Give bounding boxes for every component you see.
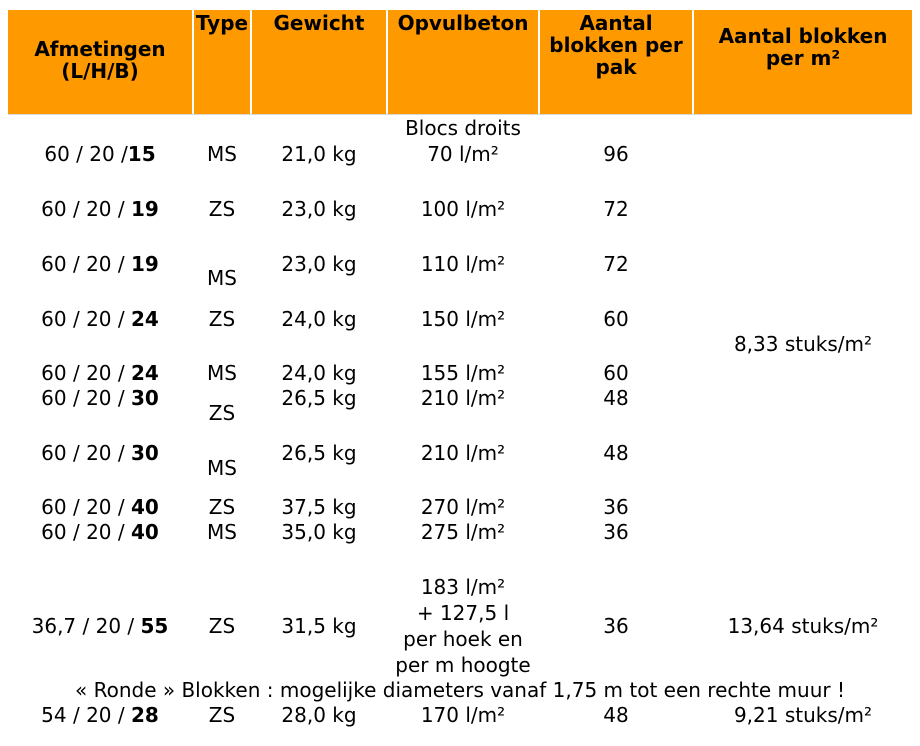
blocks-per-pack-cell: 48 bbox=[603, 386, 629, 410]
type-cell: ZS bbox=[208, 307, 236, 331]
dimension-prefix: 60 / 20 / bbox=[41, 252, 131, 276]
dimension-width: 24 bbox=[130, 307, 159, 331]
type-cell: ZS bbox=[208, 614, 236, 638]
dimension-width: 19 bbox=[130, 197, 159, 221]
concrete-fill-cell: 210 l/m² bbox=[420, 386, 506, 410]
dimension-width: 28 bbox=[130, 703, 159, 727]
dimension-prefix: 60 / 20 / bbox=[41, 361, 131, 385]
dimension-width: 15 bbox=[127, 142, 156, 166]
blocks-per-pack-cell: 48 bbox=[603, 441, 629, 465]
concrete-fill-cell: 275 l/m² bbox=[420, 520, 506, 544]
blocks-per-pack-cell: 36 bbox=[603, 614, 629, 638]
concrete-fill-cell: 210 l/m² bbox=[420, 441, 506, 465]
concrete-fill-cell: 170 l/m² bbox=[420, 703, 506, 727]
type-cell: MS bbox=[207, 456, 237, 480]
type-cell: ZS bbox=[208, 495, 236, 519]
header-type-label: Type bbox=[195, 11, 249, 35]
weight-cell: 37,5 kg bbox=[281, 495, 357, 519]
dimension-width: 40 bbox=[130, 495, 159, 519]
dimension-prefix: 36,7 / 20 / bbox=[31, 614, 141, 638]
concrete-fill-cell: 183 l/m² + 127,5 l per hoek en per m hoogte bbox=[395, 575, 531, 677]
type-cell: MS bbox=[207, 361, 237, 385]
header-opvulbeton bbox=[388, 10, 538, 114]
header-aantal-pak-label: Aantal blokken per pak bbox=[549, 11, 683, 79]
concrete-fill-cell: 70 l/m² bbox=[427, 142, 499, 166]
dimension-prefix: 54 / 20 / bbox=[41, 703, 131, 727]
header-aantal-pak bbox=[540, 10, 692, 114]
weight-cell: 31,5 kg bbox=[281, 614, 357, 638]
header-afmetingen-label: Afmetingen (L/H/B) bbox=[34, 37, 166, 83]
dimension-cell bbox=[8, 614, 192, 638]
dimension-width: 19 bbox=[130, 252, 159, 276]
type-cell: ZS bbox=[208, 703, 236, 727]
weight-cell: 28,0 kg bbox=[281, 703, 357, 727]
dimension-cell bbox=[8, 703, 192, 727]
dimension-cell bbox=[8, 142, 192, 166]
weight-cell: 26,5 kg bbox=[281, 386, 357, 410]
weight-cell: 23,0 kg bbox=[281, 197, 357, 221]
concrete-fill-cell: 155 l/m² bbox=[420, 361, 506, 385]
weight-cell: 26,5 kg bbox=[281, 441, 357, 465]
weight-cell: 21,0 kg bbox=[281, 142, 357, 166]
blocks-per-pack-cell: 48 bbox=[603, 703, 629, 727]
dimension-cell bbox=[8, 495, 192, 519]
dimension-prefix: 60 / 20 / bbox=[41, 520, 131, 544]
concrete-fill-cell: 100 l/m² bbox=[420, 197, 506, 221]
blocks-per-pack-cell: 60 bbox=[603, 307, 629, 331]
blocks-per-pack-cell: 36 bbox=[603, 495, 629, 519]
header-aantal-m2-label: Aantal blokken per m² bbox=[718, 24, 888, 70]
weight-cell: 24,0 kg bbox=[281, 361, 357, 385]
section-label: Blocs droits bbox=[405, 116, 521, 140]
header-opvulbeton-label: Opvulbeton bbox=[397, 11, 529, 35]
concrete-fill-cell: 150 l/m² bbox=[420, 307, 506, 331]
header-afmetingen bbox=[8, 10, 192, 114]
dimension-cell bbox=[8, 307, 192, 331]
weight-cell: 23,0 kg bbox=[281, 252, 357, 276]
header-gewicht bbox=[252, 10, 386, 114]
ronde-note: « Ronde » Blokken : mogelijke diameters vanaf 1,75 m tot een rechte muur ! bbox=[75, 678, 845, 702]
dimension-width: 30 bbox=[130, 441, 159, 465]
type-cell: ZS bbox=[208, 401, 236, 425]
dimension-width: 40 bbox=[130, 520, 159, 544]
type-cell: MS bbox=[207, 520, 237, 544]
type-cell: MS bbox=[207, 142, 237, 166]
dimension-cell bbox=[8, 441, 192, 465]
dimension-width: 24 bbox=[130, 361, 159, 385]
type-cell: ZS bbox=[208, 197, 236, 221]
header-divider bbox=[8, 114, 912, 115]
concrete-fill-cell: 270 l/m² bbox=[420, 495, 506, 519]
blocks-per-pack-cell: 72 bbox=[603, 197, 629, 221]
blocks-per-pack-cell: 60 bbox=[603, 361, 629, 385]
weight-cell: 35,0 kg bbox=[281, 520, 357, 544]
dimension-prefix: 60 / 20 / bbox=[41, 386, 131, 410]
dimension-prefix: 60 / 20 / bbox=[41, 441, 131, 465]
dimension-prefix: 60 / 20 / bbox=[41, 197, 131, 221]
dimension-cell bbox=[8, 386, 192, 410]
per-m2-blocs-droits: 8,33 stuks/m² bbox=[733, 332, 873, 356]
dimension-width: 55 bbox=[140, 614, 169, 638]
header-type bbox=[194, 10, 250, 114]
dimension-width: 30 bbox=[130, 386, 159, 410]
blocks-per-pack-cell: 36 bbox=[603, 520, 629, 544]
dimension-prefix: 60 / 20 / bbox=[41, 495, 131, 519]
type-cell: MS bbox=[207, 266, 237, 290]
dimension-cell bbox=[8, 361, 192, 385]
dimension-cell bbox=[8, 197, 192, 221]
concrete-fill-cell: 110 l/m² bbox=[420, 252, 506, 276]
header-aantal-m2 bbox=[694, 10, 912, 114]
blocks-per-pack-cell: 72 bbox=[603, 252, 629, 276]
blocks-per-pack-cell: 96 bbox=[603, 142, 629, 166]
per-m2-ronde: 9,21 stuks/m² bbox=[733, 703, 873, 727]
dimension-cell bbox=[8, 252, 192, 276]
weight-cell: 24,0 kg bbox=[281, 307, 357, 331]
per-m2-corner: 13,64 stuks/m² bbox=[727, 614, 879, 638]
dimension-prefix: 60 / 20 / bbox=[41, 307, 131, 331]
header-gewicht-label: Gewicht bbox=[273, 11, 365, 35]
dimension-cell bbox=[8, 520, 192, 544]
dimension-prefix: 60 / 20 / bbox=[44, 142, 128, 166]
